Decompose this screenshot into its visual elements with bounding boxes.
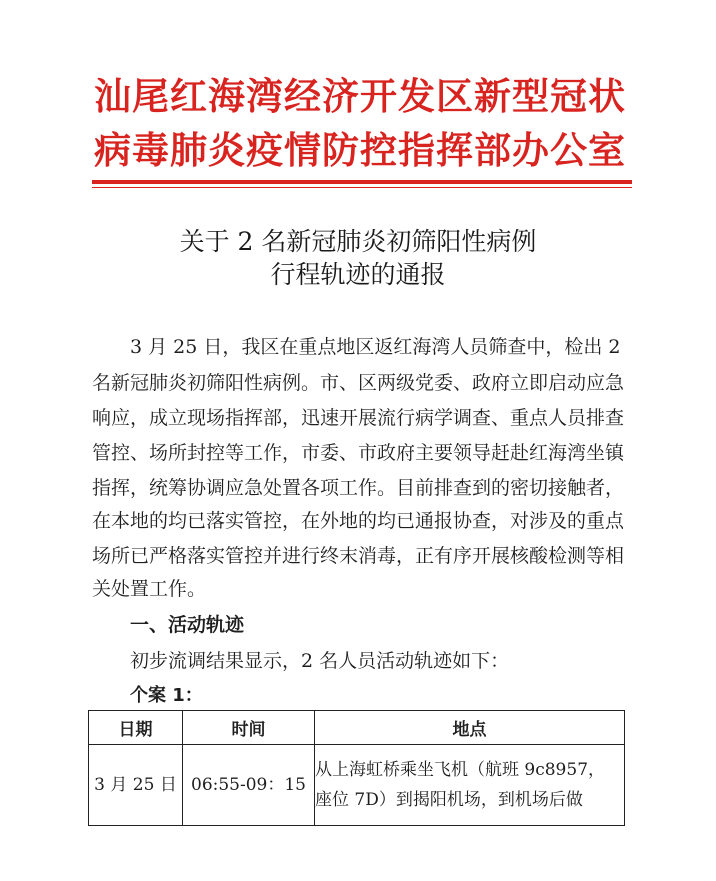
body-line-5: 指挥，统筹协调应急处置各项工作。目前排查到的密切接触者， bbox=[92, 477, 625, 499]
cell-place-line-1: 从上海虹桥乘坐飞机（航班 9c8957， bbox=[315, 760, 606, 780]
table-header-row bbox=[89, 711, 625, 745]
body-line-6: 在本地的均已落实管控，在外地的均已通报协查，对涉及的重点 bbox=[92, 510, 625, 532]
red-header-rule bbox=[92, 180, 632, 184]
notice-title-line1: 关于 2 名新冠肺炎初筛阳性病例 bbox=[179, 227, 537, 256]
track-table bbox=[88, 710, 625, 826]
body-line-4: 管控、场所封控等工作，市委、市政府主要领导赶赴红海湾坐镇 bbox=[92, 442, 625, 464]
cell-time: 06:55-09：15 bbox=[183, 745, 315, 826]
body-line-8: 关处置工作。 bbox=[92, 578, 207, 600]
case-1-label: 个案 1： bbox=[130, 685, 203, 706]
issuer-title-line2: 病毒肺炎疫情防控指挥部办公室 bbox=[94, 129, 626, 172]
body-line-7: 场所已严格落实管控并进行终末消毒，正有序开展核酸检测等相 bbox=[92, 545, 625, 567]
red-header-rule-thin bbox=[92, 187, 632, 188]
body-line-3: 响应，成立现场指挥部，迅速开展流行病学调查、重点人员排查 bbox=[92, 407, 625, 429]
notice-title-line2: 行程轨迹的通报 bbox=[270, 260, 446, 289]
header-date: 日期 bbox=[89, 711, 183, 745]
cell-place-line-2: 座位 7D）到揭阳机场，到机场后做 bbox=[315, 790, 583, 810]
issuer-title-line1: 汕尾红海湾经济开发区新型冠状 bbox=[94, 75, 626, 118]
body-line-2: 名新冠肺炎初筛阳性病例。市、区两级党委、政府立即启动应急 bbox=[92, 372, 625, 394]
table-row bbox=[89, 745, 625, 826]
section-heading-activity-track: 一、活动轨迹 bbox=[130, 614, 245, 636]
header-place: 地点 bbox=[315, 711, 625, 745]
body-line-1: 3 月 25 日，我区在重点地区返红海湾人员筛查中，检出 2 bbox=[130, 336, 621, 358]
cell-date: 3 月 25 日 bbox=[89, 745, 183, 826]
header-time: 时间 bbox=[183, 711, 315, 745]
cell-place bbox=[315, 745, 625, 826]
section-intro: 初步流调结果显示，2 名人员活动轨迹如下： bbox=[130, 650, 510, 672]
